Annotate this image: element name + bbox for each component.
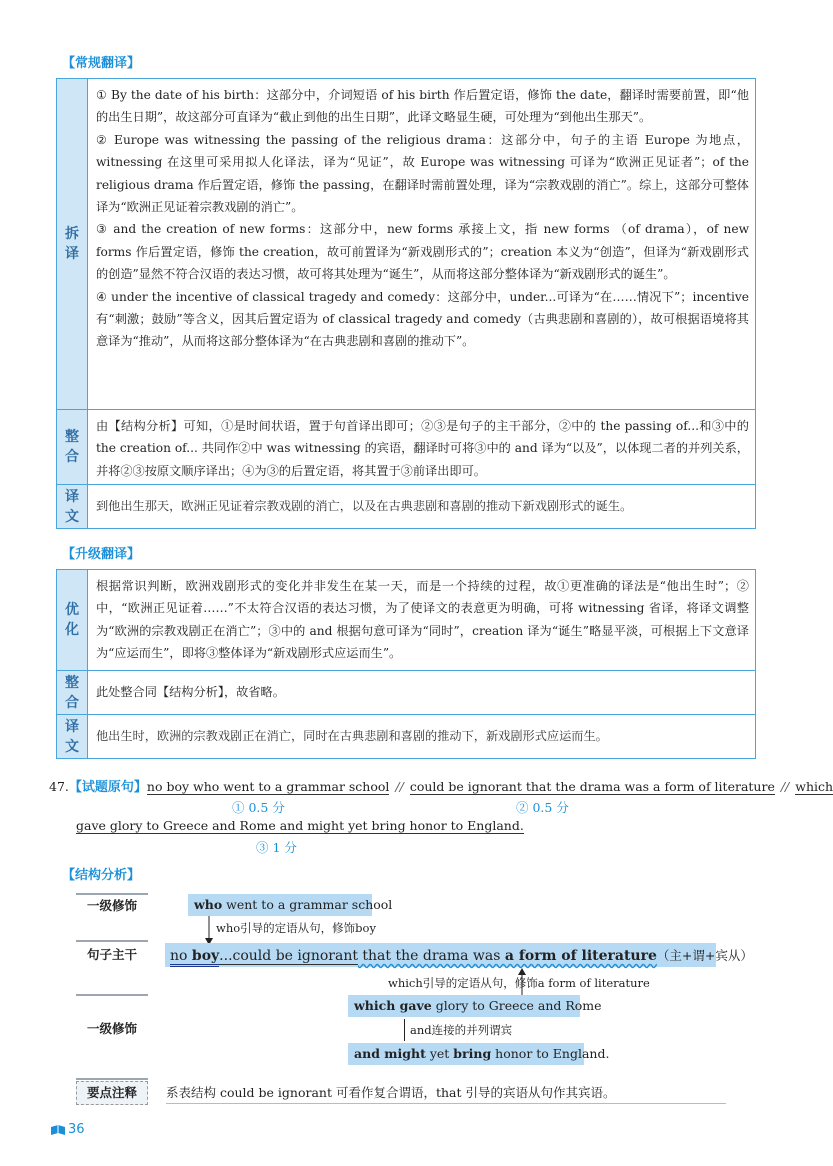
which-clause: which gave glory to Greece and Rome [354, 998, 602, 1013]
q47-slash-2: // [780, 779, 790, 794]
upgrade-translation-row [57, 714, 755, 758]
split-point-4: ④ under the incentive of classical tragedy and comedy：这部分中，under...可译为“在……情况下”；incentive 有“刺激；鼓励”等含义，因其后置定语为 of classical tragedy and comedy（古典悲剧和喜剧的），故可根据语境将其意译为“推动”，从而将这部分整体译为“在古典悲剧和喜剧的推动下”。 [96, 289, 749, 349]
translation-row [57, 484, 755, 528]
page-number: 36 [68, 1122, 85, 1137]
split-body [88, 79, 755, 409]
q47-sentence-line2 [76, 818, 524, 833]
split-label: 拆 译 [57, 79, 88, 409]
key-note-text: 系表结构 could be ignorant 可看作复合谓语，that 引导的宾语从句作其宾语。 [166, 1083, 726, 1104]
q47-part3a: which [795, 779, 833, 794]
upgrade-translation-label: 译 文 [57, 715, 88, 758]
split-point-3: ③ and the creation of new forms：这部分中，new forms 承接上文，指 new forms （of drama），of new forms 作后置定语，修饰 the creation，故可前置译为“新戏剧形式的”；creation 本义为“创造”，但译为“新戏剧形式的创造”显然不符合汉语的表达习惯，故可将其处理为“诞生”，从而将这部分整体译为“新戏剧形式的诞生”。 [96, 222, 749, 282]
integrate-body: 由【结构分析】可知，①是时间状语，置于句首译出即可；②③是句子的主干部分，②中的 the passing of...和③中的 the creation of... 共同作②中 was witnessing 的宾语，翻译时可将③中的 and 译为“以及”，以体现二者的并列关系，并将②③按原文顺序译出；④为③的后置定语，将其置于③前译出即可。 [96, 419, 749, 478]
q47-score-3: ③ 1 分 [256, 840, 297, 855]
book-icon [50, 1124, 66, 1136]
upgrade-translation-title: 【升级翻译】 [62, 547, 141, 562]
level1-modifier-label-2: 一级修饰 [86, 1021, 137, 1036]
level1-modifier-label: 一级修饰 [86, 898, 137, 913]
upgrade-translation-table [56, 569, 756, 759]
key-notes-label: 要点注释 [76, 1081, 148, 1105]
q47-score-1: ① 0.5 分 [232, 800, 285, 815]
optimize-row [57, 570, 755, 670]
and-clause: and might yet bring honor to England. [354, 1046, 610, 1061]
split-point-1: ① By the date of his birth：这部分中，介词短语 of his birth 作后置定语，修饰 the date，翻译时需要前置，即“他的出生日期”，故这部分可直译为“截止到他的出生日期”，此译文略显生硬，可处理为“到他出生那天”。 [96, 88, 749, 125]
upgrade-integrate-label: 整 合 [57, 671, 88, 714]
q47-sentence-line1 [49, 776, 833, 795]
and-note: and连接的并列谓宾 [410, 1023, 513, 1037]
q47-part3b: gave glory to Greece and Rome and might yet bring honor to England. [76, 818, 524, 833]
main-clause: no boy...could be ignorant that the drama was a form of literature（主+谓+宾从） [170, 946, 753, 964]
and-connector-line [404, 1019, 405, 1041]
optimize-label: 优 化 [57, 570, 88, 670]
q47-part2: could be ignorant that the drama was a form of literature [409, 779, 775, 794]
integrate-row [57, 409, 755, 484]
main-clause-label: 句子主干 [86, 947, 137, 962]
integrate-label: 整 合 [57, 410, 88, 484]
split-point-2: ② Europe was witnessing the passing of the religious drama：这部分中，句子的主语 Europe 为地点，witnessing 在这里可采用拟人化译法，译为“见证”，故 Europe was witnessing 可译为“欧洲正见证者”；of the religious drama 作后置定语，修饰 the passing，在翻译时需前置处理，译为“宗教戏剧的消亡”。综上，这部分可整体译为“欧洲正见证着宗教戏剧的消亡”。 [96, 132, 749, 215]
arrow-down-icon [204, 916, 214, 946]
who-clause-note: who引导的定语从句，修饰boy [216, 921, 376, 935]
translation-label: 译 文 [57, 485, 88, 528]
q47-number: 47. [49, 779, 69, 794]
upgrade-translation-body: 他出生时，欧洲的宗教戏剧正在消亡，同时在古典悲剧和喜剧的推动下，新戏剧形式应运而生。 [96, 729, 608, 744]
regular-translation-title: 【常规翻译】 [62, 56, 141, 71]
arrow-up-icon [517, 968, 527, 996]
q47-slash-1: // [395, 779, 404, 794]
upgrade-integrate-body: 此处整合同【结构分析】，故省略。 [96, 685, 285, 700]
split-row [57, 79, 755, 409]
structure-title: 【结构分析】 [62, 868, 141, 883]
q47-part1: no boy who went to a grammar school [146, 779, 390, 794]
divider [76, 940, 148, 942]
optimize-body: 根据常识判断，欧洲戏剧形式的变化并非发生在某一天，而是一个持续的过程，故①更准确的译法是“他出生时”；②中，“欧洲正见证着……”不太符合汉语的表达习惯，为了使译文的表意更为明确，可将 witnessing 省译，将译文调整为“欧洲的宗教戏剧正在消亡”；③中的 and 根据句意可译为“同时”，creation 译为“诞生”略显平淡，可根据上下文意译为“应运而生”，即将③整体译为“新戏剧形式应运而生”。 [96, 579, 749, 661]
divider [76, 1078, 148, 1080]
q47-score-2: ② 0.5 分 [516, 800, 569, 815]
translation-body: 到他出生那天，欧洲正见证着宗教戏剧的消亡，以及在古典悲剧和喜剧的推动下新戏剧形式的诞生。 [96, 499, 633, 514]
q47-tag: 【试题原句】 [68, 780, 147, 795]
who-clause: who went to a grammar school [194, 897, 393, 912]
upgrade-integrate-row [57, 670, 755, 714]
divider [76, 994, 148, 996]
which-clause-note: which引导的定语从句，修饰a form of literature [388, 976, 650, 990]
regular-translation-table [56, 78, 756, 529]
